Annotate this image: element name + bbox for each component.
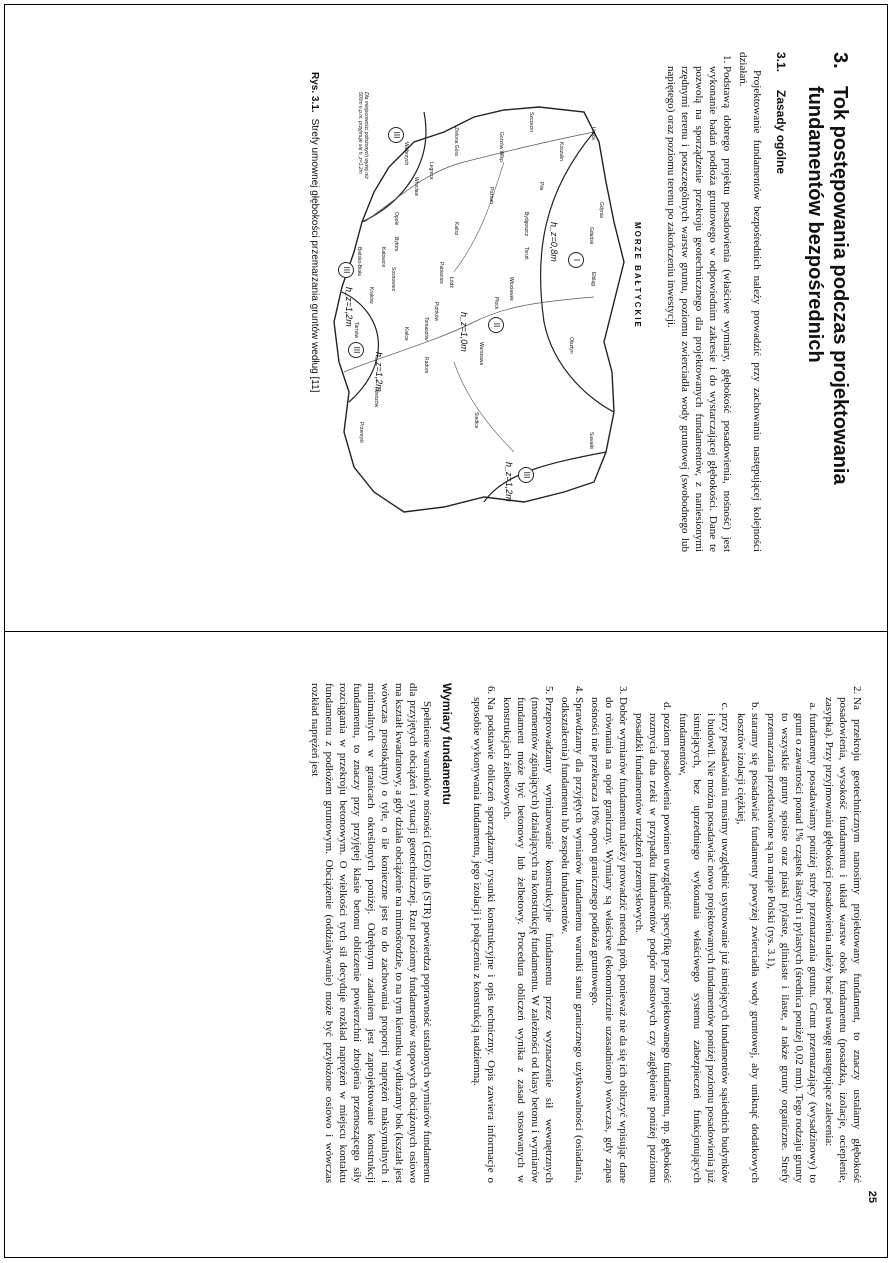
city-label: Opole — [393, 212, 399, 226]
step-item-1: 1. Podstawą dobrego projektu posadowienia (właściwe wymiary, głębokość posadowienia, nośność) jest wykonanie badań podłoża gruntowego w odpowiednim zakresie i do wystarczającej głębokości. Dane te pozwolą na sporządzenie przekroju geotechnicznego dla projektowanych fundamentów, z naniesionymi rzędnymi terenu i poszczególnych warstw gruntu, poziomu zwierciadła wody gruntowej (swobodnego lub napiętego) oraz poziomu terenu po zakończeniu inwestycji. — [664, 66, 734, 552]
closing-paragraph: Spełnienie warunków nośności (GEO) lub (STR) potwierdza poprawność ustalonych wymiarów fundamentu dla przyjętych obciążeń i sytuacji geotechnicznej. Rzut poziomy fundamentów stopowych obciążonych osiowo ma kształt kwadratowy, a gdy działa obciążenie na mimośrodzie, to na tym kierunku wydłużamy bok (kształt jest wówczas prostokątny) o tyle, o ile konieczne jest to do zachowania proporcji naprężeń maksymalnych i minimalnych w granicach określonych poniżej. Odrębnym zadaniem jest zaprojektowanie konstrukcji fundamentu, to znaczy przy przyjętej klasie betonu obliczenie powierzchni zbrojenia przenoszącego siły rozciągania w przekroju betonowym. O wielkości tych sił decyduje rozkład naprężeń w miejscu kontaktu fundamentu z podłożem gruntowym. Obciążenie (oddziaływanie) może być przyłożone osiowo i wówczas rozkład naprężeń jest — [309, 683, 433, 1183]
city-label: Szczecin — [528, 112, 534, 133]
zone-badge-1: I — [568, 252, 584, 268]
city-label: Gdynia — [598, 202, 604, 218]
city-label: Radom — [423, 357, 429, 374]
zone-badge-3a: III — [388, 127, 404, 143]
step-item-4: 4. Sprawdzamy dla przyjętych wymiarów fundamentu warunki stanu granicznego użytkowalności (osiadania, odkształcenia) fundamentu lub zespołu fundamentów. — [558, 697, 586, 1183]
city-label: Bielsko-Biała — [356, 247, 362, 276]
top-page — [6, 12, 886, 612]
bottom-page — [6, 643, 886, 1243]
section-title: Zasady ogólne — [774, 90, 788, 175]
caption-label: Rys. 3.1. — [309, 72, 320, 113]
steps-list-bottom — [470, 683, 864, 1183]
depth-label-5: h_z=1,2m — [344, 287, 354, 327]
city-label: Piła — [538, 182, 544, 191]
zone-badge-2: II — [488, 317, 504, 333]
caption-text: Strefy umownej głębokości przemarzania gruntów według [11] — [309, 118, 320, 393]
city-label: Bydgoszcz — [523, 212, 529, 237]
city-label: Tarnów — [353, 322, 359, 339]
city-label: Suwałki — [588, 432, 594, 450]
step-item-3: 3. Dobór wymiarów fundamentu należy prowadzić metodą prób, ponieważ nie da się ich obliczyć wpisując dane do równania na opór graniczny. Wymiary są właściwe (ekonomicznie uzasadnione) wówczas, gdy zapas nośności nie przekracza 10% oporu granicznego podłoża gruntowego. — [588, 697, 630, 1183]
zone-badge-3c: III — [348, 342, 364, 358]
section-number: 3.1. — [774, 52, 788, 73]
city-label: Wrocław — [413, 177, 419, 197]
city-label: Wałbrzych — [403, 142, 409, 166]
page-number: 25 — [866, 1190, 878, 1203]
river-bug — [454, 362, 514, 452]
zone-badge-3b: III — [518, 467, 534, 483]
city-label: Rzeszów — [373, 387, 379, 408]
city-label: Ustka — [590, 127, 596, 140]
city-label: Piotrków — [433, 302, 439, 322]
city-label: Elbląg — [590, 272, 596, 286]
city-label: Poznań — [488, 187, 494, 204]
city-label: Koszalin — [558, 142, 564, 161]
recommendation-b: b. staramy się posadawiać fundamenty powyżej zwierciadła wody gruntowej, aby uniknąć dodatkowych kosztów izolacji ciężkiej, — [734, 713, 762, 1183]
intro-paragraph: Projektowanie fundamentów bezpośrednich należy prowadzić przy zachowaniu następującej kolejności działań. — [737, 52, 763, 552]
chapter-title: Tok postępowania podczas projektowania fundamentów bezpośrednich — [804, 86, 851, 485]
step-item-6: 6. Na podstawie obliczeń sporządzamy rysunki konstrukcyjne i opis techniczny. Opis zawiera informacje o sposobie wykonywania fundamentu, jego izolacji i połączeniu z konstrukcją nadziemną. — [470, 697, 498, 1183]
city-label: Łódź — [448, 277, 454, 288]
city-label: Gdańsk — [588, 227, 594, 245]
subsection-title: Wymiary fundamentu — [440, 683, 454, 805]
figure-caption — [309, 72, 320, 552]
city-label: Katowice — [380, 247, 386, 268]
recommendation-a: a. fundamenty posadawiamy poniżej strefy przemarzania gruntu. Grunt przemarzający (wysadzinowy) to grunt o zawartości ponad 1% cząstek iłastych i pylastych (średnica poniżej 0,02 mm). Tego rodzaju grunty to wszystkie grunty spoiste oraz piaski pylaste, gliniaste i ilaste, a także grunty organiczne. Strefy przemarzania przedstawione są na mapie Polski (rys. 3.1), — [764, 713, 820, 1183]
sea-label: MORZE BAŁTYCKIE — [633, 222, 642, 329]
city-label: Kalisz — [453, 222, 459, 236]
frost-zone-map — [324, 72, 654, 532]
river-warta — [454, 162, 504, 272]
city-label: Bytom — [393, 237, 399, 252]
city-label: Toruń — [523, 247, 529, 260]
depth-label-1: h_z=0,8m — [549, 222, 559, 262]
city-label: Włocławek — [508, 277, 514, 301]
poland-border — [334, 107, 624, 512]
chapter-heading — [802, 52, 852, 552]
city-label: Warszawa — [478, 342, 484, 366]
depth-label-2: h_z=1,0m — [459, 312, 469, 352]
depth-label-4: h_z=1,2m — [374, 352, 384, 392]
step-item-2-text: Na przekroju geotechnicznym nanosimy projektowany fundament, to znaczy ustalamy głębokość posadowienia, wysokość fundamentu i układ warstw obok fundamentu (posadzka, izolacje, ocieplenie, zasypka). Przy przyjmowaniu głębokości posadowienia należy brać pod uwagę następujące zalecenia: — [823, 697, 863, 1183]
city-label: Zielona Góra — [453, 127, 459, 156]
city-label: Płock — [493, 297, 499, 310]
recommendation-d: d. poziom posadowienia powinien uwzględnić specyfikę pracy projektowanego fundamentu, np. głębokość rozmycia dna rzeki w przypadku fundamentów podpór mostowych czy zagłębienie poniżej poziomu posadzki fundamentów urządzeń przemysłowych. — [632, 713, 674, 1183]
page-divider — [4, 631, 888, 632]
city-label: Kielce — [403, 327, 409, 341]
step-item-2 — [632, 697, 864, 1183]
recommendations-list — [632, 697, 820, 1183]
step-item-5: 5. Przeprowadzamy wymiarowanie konstrukcyjne fundamentu przez wyznaczenie sił wewnętrznych (momentów zginających) działających na konstrukcję fundamentu. W zależności od klasy betonu i wymiarów fundament może być betonowy lub żelbetowy. Procedura obliczeń wynika z zasad stosowanych w konstrukcjach żelbetowych. — [500, 697, 556, 1183]
city-label: Pabianice — [438, 262, 444, 284]
steps-list-top — [664, 52, 734, 552]
city-label: Sosnowiec — [390, 267, 396, 292]
map-note: Dla miejscowości położonych wyżej niż 500m n.p.m. przyjmuje się h_z=1,2m — [357, 92, 369, 179]
depth-label-3: h_z=1,2m — [504, 462, 514, 502]
section-heading — [774, 52, 788, 552]
chapter-number: 3. — [829, 52, 851, 69]
city-label: Przemyśl — [358, 422, 364, 443]
recommendation-c: c. przy posadawianiu musimy uwzględnić usytuowanie już istniejących fundamentów sąsiednich budynków i budowli. Nie można posadawiać nowo projektowanych fundamentów poniżej poziomu posadowienia już istniejących, bez uprzedniego wykonania właściwego systemu zabezpieczeń funkcjonujących fundamentów, — [676, 713, 732, 1183]
zone-badge-3d: III — [338, 262, 354, 278]
city-label: Olsztyn — [568, 337, 574, 354]
city-label: Kraków — [368, 287, 374, 304]
city-label: Siedlce — [473, 412, 479, 429]
zone-boundary-1 — [541, 132, 614, 412]
city-label: Gorzów Wlkp. — [498, 132, 504, 164]
city-label: Legnica — [428, 162, 434, 180]
zone-boundary-3 — [484, 452, 606, 502]
city-label: Tomaszów — [423, 317, 429, 341]
